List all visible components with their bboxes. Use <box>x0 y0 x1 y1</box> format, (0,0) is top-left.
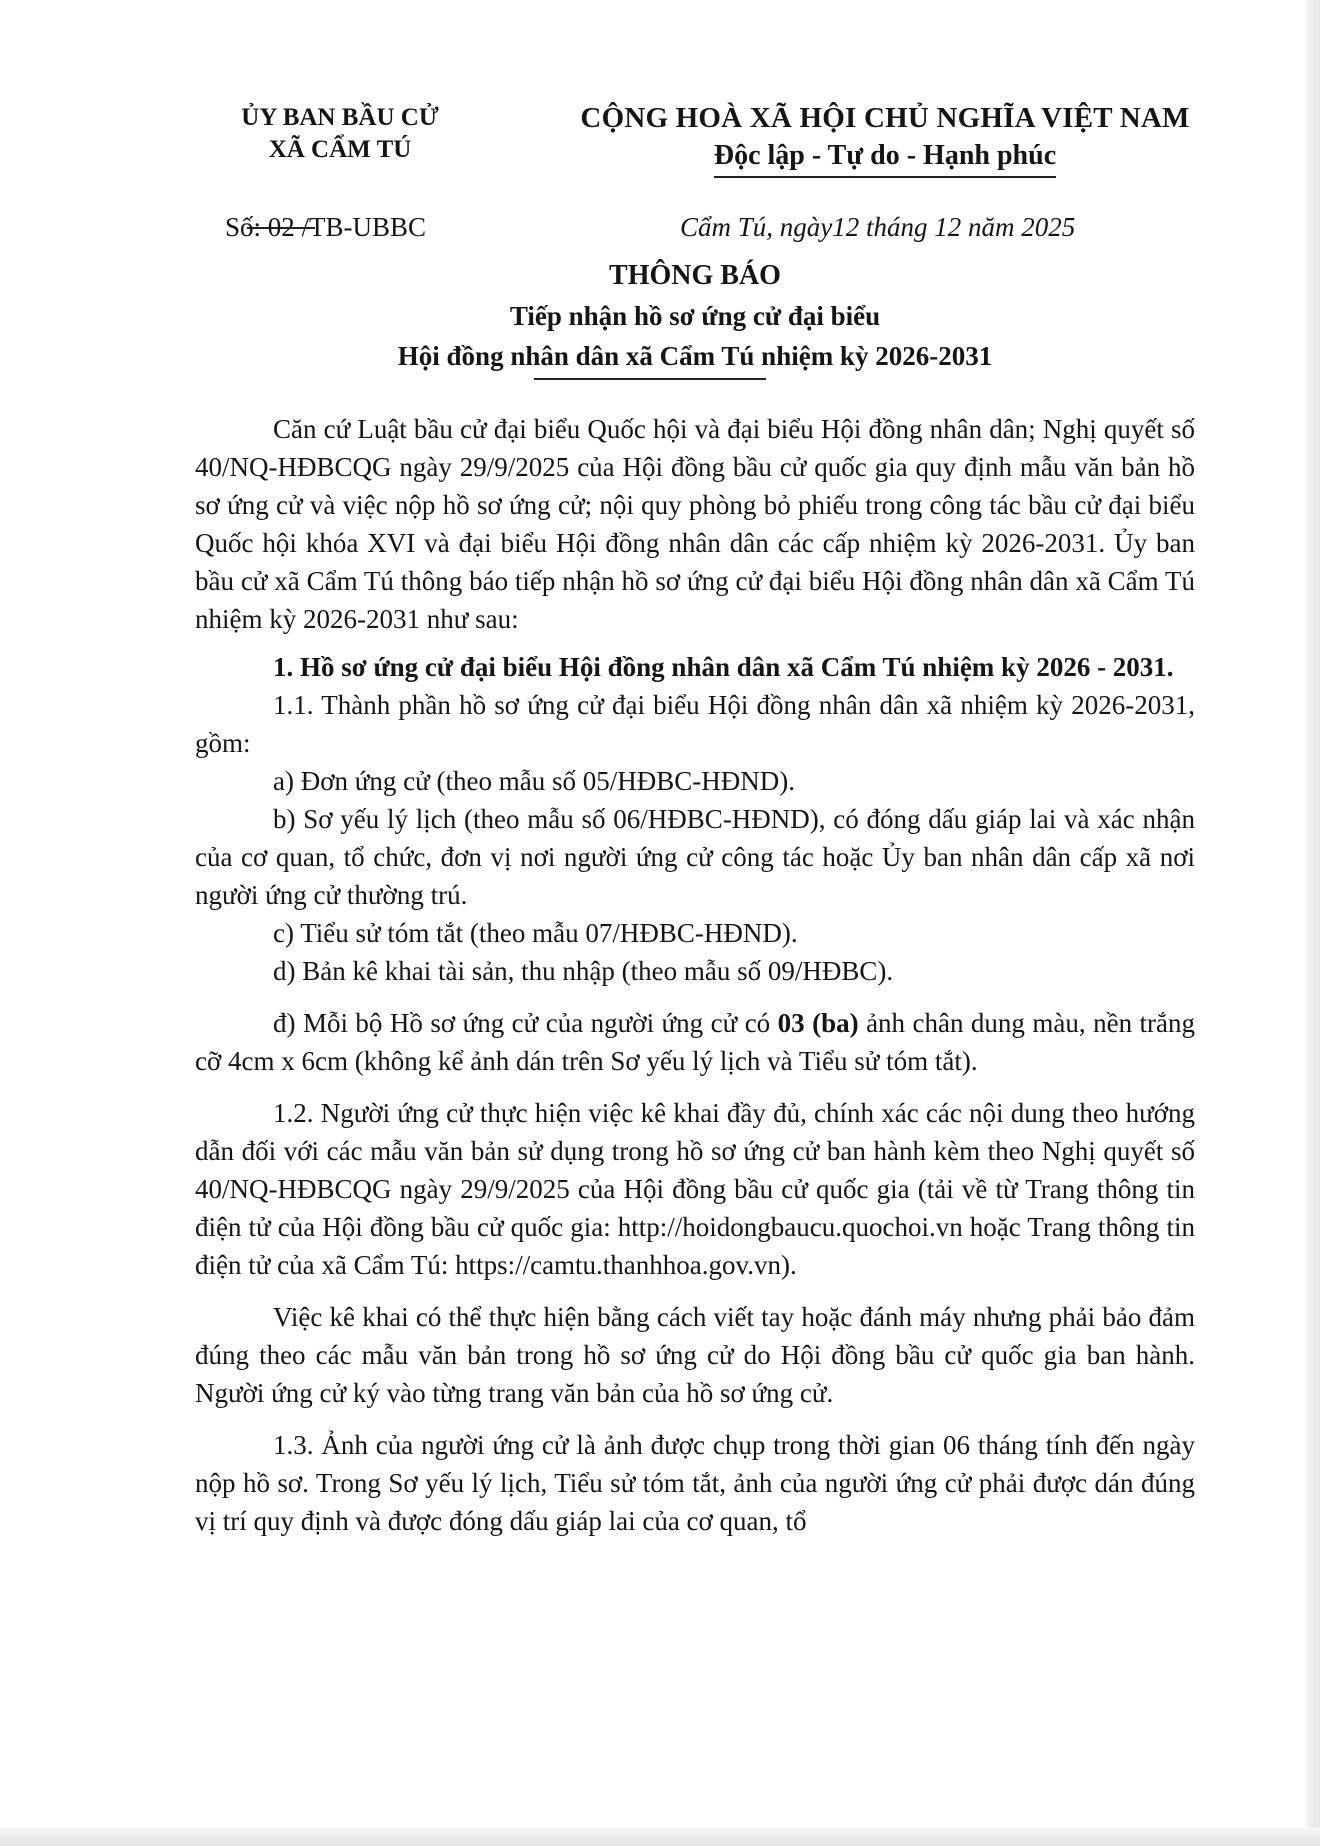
section-1-2: 1.2. Người ứng cử thực hiện việc kê khai đầy đủ, chính xác các nội dung theo hướng dẫn đối với các mẫu văn bản sử dụng trong hồ sơ ứng cử ban hành kèm theo Nghị quyết số 40/NQ-HĐBCQG ngày 29/9/2025 của Hội đồng bầu cử quốc gia (tải về từ Trang thông tin điện tử của Hội đồng bầu cử quốc gia: http://hoidongbaucu.quochoi.vn hoặc Trang thông tin điện tử của xã Cẩm Tú: https://camtu.thanhhoa.gov.vn). <box>195 1098 1195 1280</box>
document-title <box>195 256 1195 380</box>
document-body <box>195 410 1195 1540</box>
page-edge-right <box>1306 0 1320 1846</box>
item-dd-pre: đ) Mỗi bộ Hồ sơ ứng cử của người ứng cử có <box>273 1008 778 1038</box>
section-1-2-note: Việc kê khai có thể thực hiện bằng cách viết tay hoặc đánh máy nhưng phải bảo đảm đúng theo các mẫu văn bản trong hồ sơ ứng cử do Hội đồng bầu cử quốc gia ban hành. Người ứng cử ký vào từng trang văn bản của hồ sơ ứng cử. <box>195 1302 1195 1408</box>
title-line-3: Hội đồng nhân dân xã Cẩm Tú nhiệm kỳ 2026-2031 <box>397 341 993 371</box>
item-dd-bold: 03 (ba) <box>777 1008 859 1038</box>
document-date: Cẩm Tú, ngày12 tháng 12 năm 2025 <box>680 212 1076 242</box>
document-header <box>195 96 1195 256</box>
item-a: a) Đơn ứng cử (theo mẫu số 05/HĐBC-HĐND). <box>273 766 795 796</box>
title-line-2: Tiếp nhận hồ sơ ứng cử đại biểu <box>509 301 881 331</box>
org-line-2: XÃ CẨM TÚ <box>268 136 412 163</box>
item-b: b) Sơ yếu lý lịch (theo mẫu số 06/HĐBC-HĐND), có đóng dấu giáp lai và xác nhận của cơ quan, tổ chức, đơn vị nơi người ứng cử công tác hoặc Ủy ban nhân dân cấp xã nơi người ứng cử thường trú. <box>195 804 1195 910</box>
title-line-1: THÔNG BÁO <box>609 260 781 291</box>
item-d: d) Bản kê khai tài sản, thu nhập (theo mẫu số 09/HĐBC). <box>273 956 894 986</box>
title-underline <box>534 378 766 380</box>
nation-motto: Độc lập - Tự do - Hạnh phúc <box>714 139 1056 178</box>
page-edge-bottom <box>0 1828 1320 1846</box>
document-number: Số: 02 /TB-UBBC <box>225 212 427 242</box>
intro-paragraph: Căn cứ Luật bầu cử đại biểu Quốc hội và đại biểu Hội đồng nhân dân; Nghị quyết số 40/NQ-HĐBCQG ngày 29/9/2025 của Hội đồng bầu cử quốc gia quy định mẫu văn bản hồ sơ ứng cử và việc nộp hồ sơ ứng cử; nội quy phòng bỏ phiếu trong công tác bầu cử đại biểu Quốc hội khóa XVI và đại biểu Hội đồng nhân dân các cấp nhiệm kỳ 2026-2031. Ủy ban bầu cử xã Cẩm Tú thông báo tiếp nhận hồ sơ ứng cử đại biểu Hội đồng nhân dân xã Cẩm Tú nhiệm kỳ 2026-2031 như sau: <box>195 414 1195 634</box>
section-1-3: 1.3. Ảnh của người ứng cử là ảnh được chụp trong thời gian 06 tháng tính đến ngày nộp hồ sơ. Trong Sơ yếu lý lịch, Tiểu sử tóm tắt, ảnh của người ứng cử phải được dán đúng vị trí quy định và được đóng dấu giáp lai của cơ quan, tổ <box>195 1430 1195 1536</box>
section-1-1: 1.1. Thành phần hồ sơ ứng cử đại biểu Hội đồng nhân dân xã nhiệm kỳ 2026-2031, gồm: <box>195 690 1195 758</box>
issuing-organization <box>195 102 485 166</box>
item-dd-post: ảnh chân dung màu, nền trắng cỡ 4cm x 6cm (không kể ảnh dán trên Sơ yếu lý lịch và Tiểu sử tóm tắt). <box>195 1008 1196 1076</box>
national-motto <box>565 100 1205 178</box>
nation-name: CỘNG HOÀ XÃ HỘI CHỦ NGHĨA VIỆT NAM <box>580 102 1190 134</box>
item-c: c) Tiểu sử tóm tắt (theo mẫu 07/HĐBC-HĐND). <box>273 918 798 948</box>
document-page <box>195 96 1195 1540</box>
item-dd <box>195 1004 1195 1080</box>
section-1-heading: 1. Hồ sơ ứng cử đại biểu Hội đồng nhân dân xã Cẩm Tú nhiệm kỳ 2026 - 2031. <box>273 652 1174 682</box>
org-line-1: ỦY BAN BẦU CỬ <box>241 104 439 131</box>
